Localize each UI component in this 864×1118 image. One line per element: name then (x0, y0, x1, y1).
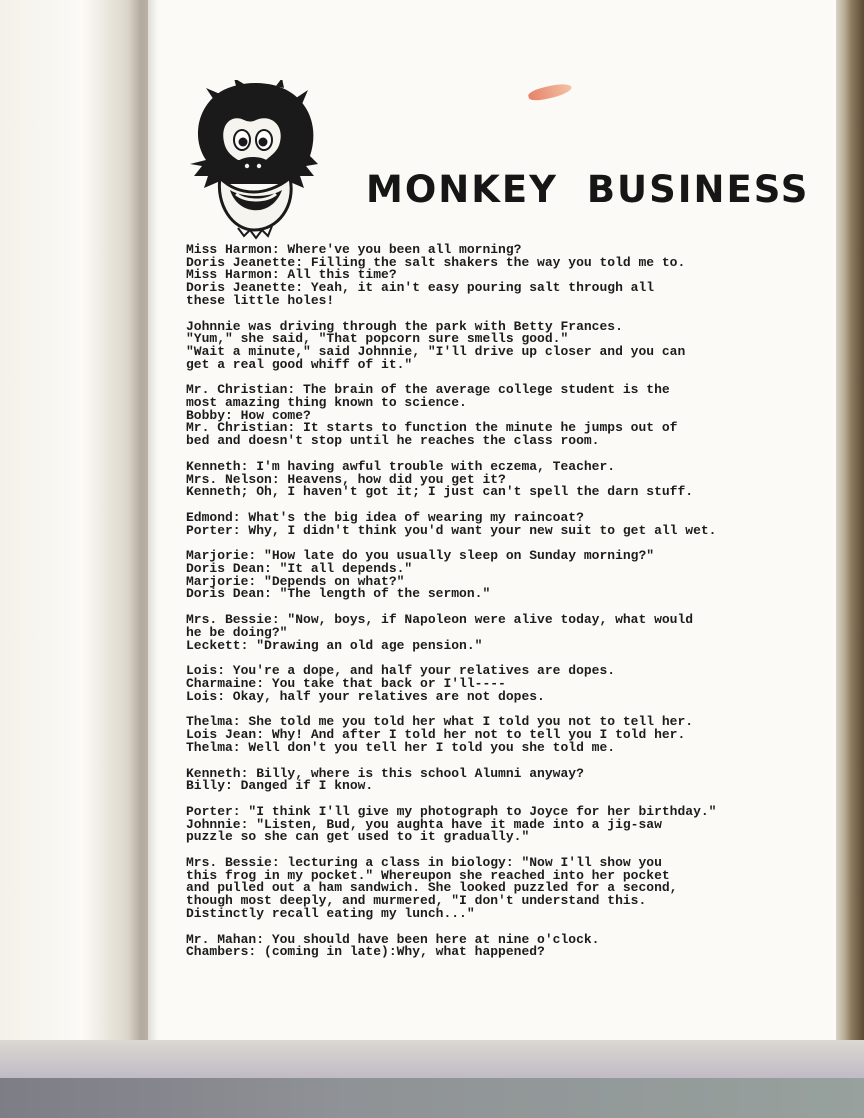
joke-line: Edmond: What's the big idea of wearing my raincoat? (186, 509, 584, 525)
joke-line: Mrs. Bessie: "Now, boys, if Napoleon were alive today, what would (186, 612, 694, 628)
joke-line: Distinctly recall eating my lunch..." (186, 905, 475, 921)
joke-line: most amazing thing known to science. (186, 395, 467, 411)
joke-line: get a real good whiff of it." (186, 356, 413, 372)
joke-line: though most deeply, and murmered, "I don't understand this. (186, 893, 647, 909)
joke-line: Miss Harmon: All this time? (186, 267, 397, 283)
joke-line: "Wait a minute," said Johnnie, "I'll drive up closer and you can (186, 343, 686, 359)
monkey-face-icon (186, 80, 322, 240)
joke-line: this frog in my pocket." Whereupon she reached into her pocket (186, 867, 670, 883)
joke-line: Marjorie: "Depends on what?" (186, 573, 405, 589)
joke-line: Porter: "I think I'll give my photograph to Joyce for her birthday." (186, 803, 717, 819)
joke-paragraph (186, 550, 746, 601)
joke-line: Mrs. Nelson: Heavens, how did you get it? (186, 471, 506, 487)
joke-line: Mr. Christian: It starts to function the minute he jumps out of (186, 420, 678, 436)
joke-line: Marjorie: "How late do you usually sleep on Sunday morning?" (186, 548, 655, 564)
joke-paragraph (186, 931, 746, 960)
page-bottom-edge (0, 1040, 864, 1080)
joke-line: Doris Dean: "It all depends." (186, 561, 413, 577)
joke-paragraph (186, 765, 746, 794)
joke-paragraph (186, 857, 746, 921)
joke-line: Thelma: Well don't you tell her I told you she told me. (186, 739, 616, 755)
joke-line: Thelma: She told me you told her what I told you not to tell her. (186, 714, 694, 730)
joke-line: Lois: You're a dope, and half your relatives are dopes. (186, 663, 616, 679)
joke-line: puzzle so she can get used to it gradually." (186, 829, 530, 845)
joke-paragraph (186, 803, 746, 845)
joke-line: and pulled out a ham sandwich. She looked puzzled for a second, (186, 880, 678, 896)
joke-line: Doris Dean: "The length of the sermon." (186, 586, 491, 602)
joke-line: Lois Jean: Why! And after I told her not to tell you I told her. (186, 727, 686, 743)
joke-line: Charmaine: You take that back or I'll---- (186, 675, 506, 691)
joke-line: Mrs. Bessie: lecturing a class in biology: "Now I'll show you (186, 855, 662, 871)
page-edge (836, 0, 864, 1060)
joke-line: Doris Jeanette: Filling the salt shakers the way you told me to. (186, 254, 686, 270)
joke-line: "Yum," she said, "That popcorn sure smells good." (186, 331, 569, 347)
background-surface (0, 1078, 864, 1118)
joke-paragraph (186, 384, 746, 448)
joke-paragraph (186, 458, 746, 500)
joke-line: Doris Jeanette: Yeah, it ain't easy pouring salt through all (186, 280, 655, 296)
joke-line: he be doing?" (186, 624, 288, 640)
joke-paragraph (186, 665, 746, 703)
joke-paragraph (186, 318, 746, 372)
joke-line: Chambers: (coming in late):Why, what happened? (186, 944, 545, 960)
joke-line: Kenneth: Billy, where is this school Alumni anyway? (186, 765, 584, 781)
joke-line: Leckett: "Drawing an old age pension." (186, 637, 483, 653)
joke-line: these little holes! (186, 292, 335, 308)
page-title: MONKEY BUSINESS (366, 168, 810, 211)
joke-line: Miss Harmon: Where've you been all morning? (186, 242, 522, 257)
joke-line: Mr. Christian: The brain of the average college student is the (186, 382, 670, 398)
joke-line: bed and doesn't stop until he reaches the class room. (186, 433, 600, 449)
joke-line: Lois: Okay, half your relatives are not dopes. (186, 688, 545, 704)
joke-line: Mr. Mahan: You should have been here at nine o'clock. (186, 931, 600, 947)
joke-line: Kenneth: I'm having awful trouble with eczema, Teacher. (186, 458, 616, 474)
joke-line: Johnnie: "Listen, Bud, you aughta have it made into a jig-saw (186, 816, 662, 832)
joke-line: Johnnie was driving through the park with Betty Frances. (186, 318, 623, 334)
joke-paragraph (186, 244, 746, 308)
joke-line: Billy: Danged if I know. (186, 778, 374, 794)
joke-paragraph (186, 716, 746, 754)
jokes-list (186, 244, 746, 972)
joke-line: Porter: Why, I didn't think you'd want your new suit to get all wet. (186, 522, 717, 538)
joke-paragraph (186, 509, 746, 538)
joke-line: Bobby: How come? (186, 407, 311, 423)
joke-line: Kenneth; Oh, I haven't got it; I just can't spell the darn stuff. (186, 484, 694, 500)
book-gutter (128, 0, 158, 1045)
joke-paragraph (186, 614, 746, 652)
